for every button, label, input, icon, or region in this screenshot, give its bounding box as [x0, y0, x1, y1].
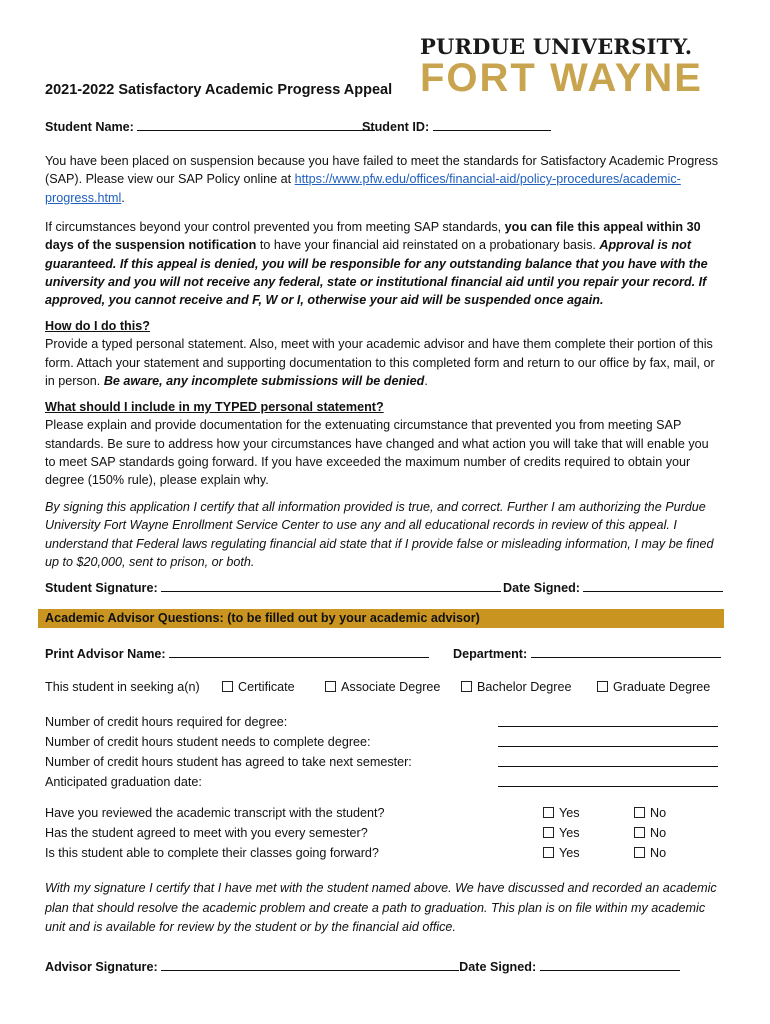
advisor-name-label: Print Advisor Name: — [45, 647, 166, 661]
circ-text-warning: Approval is not guaranteed. If this appeal is denied, you will be responsible for any outstanding balance that you have with the university and you will not receive any federal, state or institutional financial aid until you repair your record. If approved, you cannot receive and F, W or I, otherwise your aid will be suspended once again. — [45, 238, 708, 308]
include-heading: What should I include in my TYPED personal statement? — [45, 400, 384, 414]
graduation-date-field[interactable] — [498, 775, 718, 787]
yes-checkbox-3[interactable] — [543, 847, 554, 858]
no-label-3: No — [650, 846, 667, 860]
yes-checkbox-2[interactable] — [543, 827, 554, 838]
student-id-row — [362, 119, 551, 134]
credits-required-label: Number of credit hours required for degree: — [45, 715, 288, 729]
yes-label-3: Yes — [559, 846, 580, 860]
student-signature-field[interactable] — [161, 580, 501, 592]
yes-option-3[interactable] — [543, 846, 580, 860]
yes-option-2[interactable] — [543, 826, 580, 840]
howto-heading: How do I do this? — [45, 319, 150, 333]
certification-paragraph: By signing this application I certify that all information provided is true, and correct. Further I am authorizing the Purdue University Fort Wayne Enrollment Service Center to use any and all educational records in review of this appeal. I understand that Federal laws regulating financial aid state that if I provide false or misleading information, I may be fined up to $20,000, sent to prison, or both. — [45, 500, 714, 569]
yes-option-1[interactable] — [543, 806, 580, 820]
intro-paragraph — [45, 152, 721, 207]
yes-checkbox-1[interactable] — [543, 807, 554, 818]
graduate-checkbox[interactable] — [597, 681, 608, 692]
associate-checkbox[interactable] — [325, 681, 336, 692]
advisor-signature-label: Advisor Signature: — [45, 960, 158, 974]
advisor-section-title: Academic Advisor Questions: (to be filled out by your academic advisor) — [45, 611, 480, 625]
no-option-3[interactable] — [634, 846, 666, 860]
university-logo-line2: FORT WAYNE — [420, 56, 703, 100]
department-row — [453, 646, 721, 661]
graduate-label: Graduate Degree — [613, 680, 711, 694]
howto-warning: Be aware, any incomplete submissions will be denied — [103, 373, 425, 388]
howto-text: Provide a typed personal statement. Also, meet with your academic advisor and have them complete their portion of this form. Attach your statement and supporting documentation to this completed form and return to our office by fax, mail, or in person. — [45, 337, 715, 388]
advisor-signature-row — [45, 959, 680, 974]
student-id-field[interactable] — [433, 119, 551, 131]
certificate-label: Certificate — [238, 680, 295, 694]
yes-label-1: Yes — [559, 806, 580, 820]
student-date-field[interactable] — [583, 580, 723, 592]
associate-label: Associate Degree — [341, 680, 441, 694]
department-label: Department: — [453, 647, 528, 661]
circ-text-1: If circumstances beyond your control prevented you from meeting SAP standards, — [45, 220, 505, 234]
university-logo-line1: PURDUE UNIVERSITY. — [420, 34, 693, 59]
no-label-1: No — [650, 806, 667, 820]
advisor-signature-field[interactable] — [161, 959, 459, 971]
bachelor-checkbox[interactable] — [461, 681, 472, 692]
include-text: Please explain and provide documentation for the extenuating circumstance that prevented you from meeting SAP standards. Be sure to address how your circumstances have changed and what action you will take that will enable you to meet SAP standards going forward. If you have exceeded the maximum number of credits required to obtain your degree (150% rule), please explain why. — [45, 418, 709, 488]
credits-needed-field[interactable] — [498, 735, 718, 747]
yes-label-2: Yes — [559, 826, 580, 840]
option-graduate[interactable] — [597, 680, 710, 694]
howto-end: . — [424, 373, 428, 388]
option-associate[interactable] — [325, 680, 440, 694]
graduation-date-label: Anticipated graduation date: — [45, 775, 202, 789]
no-option-2[interactable] — [634, 826, 666, 840]
no-checkbox-2[interactable] — [634, 827, 645, 838]
student-name-field[interactable] — [137, 119, 375, 131]
advisor-certification: With my signature I certify that I have met with the student named above. We have discussed and recorded an academic plan that should resolve the academic problem and create a path to graduation. This plan is on file within my academic unit and is available for review by the student or by the financial aid office. — [45, 881, 717, 934]
student-id-label: Student ID: — [362, 120, 430, 134]
include-section — [45, 398, 721, 489]
department-field[interactable] — [531, 646, 721, 658]
student-date-row — [503, 580, 723, 595]
advisor-name-row — [45, 646, 429, 661]
no-checkbox-3[interactable] — [634, 847, 645, 858]
credits-next-semester-field[interactable] — [498, 755, 718, 767]
circumstances-paragraph — [45, 218, 721, 309]
question-transcript: Have you reviewed the academic transcript with the student? — [45, 806, 385, 820]
student-date-label: Date Signed: — [503, 581, 580, 595]
advisor-section-bar — [38, 609, 724, 628]
question-complete: Is this student able to complete their classes going forward? — [45, 846, 379, 860]
no-option-1[interactable] — [634, 806, 666, 820]
advisor-name-field[interactable] — [169, 646, 429, 658]
student-signature-label: Student Signature: — [45, 581, 158, 595]
intro-text: You have been placed on suspension because you have failed to meet the standards for Satisfactory Academic Progress (SAP). Please view our SAP Policy online at — [45, 154, 719, 187]
credits-required-field[interactable] — [498, 715, 718, 727]
sap-policy-link[interactable]: https://www.pfw.edu/offices/financial-aid/policy-procedures/academic-progress.html — [45, 172, 681, 205]
option-bachelor[interactable] — [461, 680, 572, 694]
advisor-date-field[interactable] — [540, 959, 680, 971]
seeking-label: This student in seeking a(n) — [45, 680, 200, 694]
bachelor-label: Bachelor Degree — [477, 680, 572, 694]
credits-needed-label: Number of credit hours student needs to complete degree: — [45, 735, 371, 749]
no-checkbox-1[interactable] — [634, 807, 645, 818]
student-name-label: Student Name: — [45, 120, 134, 134]
advisor-date-label: Date Signed: — [459, 960, 537, 974]
circ-text-bold: you can file this appeal within 30 days of the suspension notification — [45, 220, 701, 253]
student-signature-row — [45, 580, 501, 595]
no-label-2: No — [650, 826, 667, 840]
question-meet: Has the student agreed to meet with you every semester? — [45, 826, 368, 840]
circ-text-3: to have your financial aid reinstated on a probationary basis. — [256, 238, 600, 253]
page-title: 2021-2022 Satisfactory Academic Progress Appeal — [45, 82, 393, 98]
certificate-checkbox[interactable] — [222, 681, 233, 692]
howto-section — [45, 317, 721, 390]
option-certificate[interactable] — [222, 680, 295, 694]
credits-next-semester-label: Number of credit hours student has agreed to take next semester: — [45, 755, 412, 769]
intro-end: . — [121, 190, 125, 205]
student-name-row — [45, 119, 375, 134]
